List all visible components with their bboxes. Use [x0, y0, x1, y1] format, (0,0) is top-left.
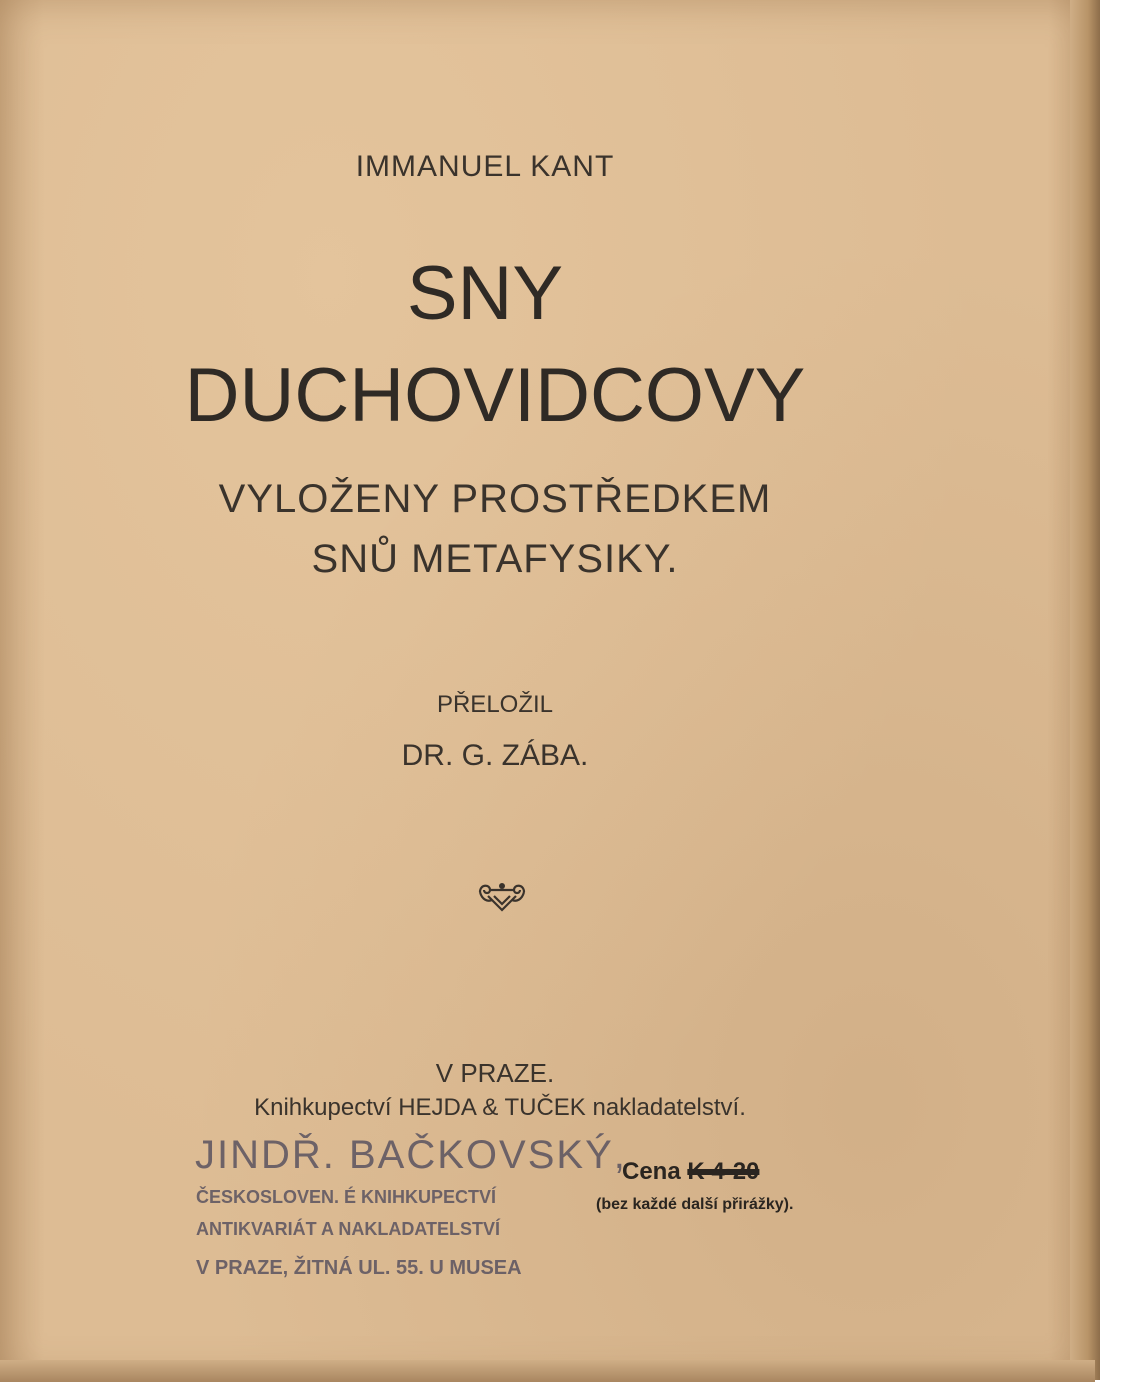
bookseller-stamp-line-2: ČESKOSLOVEN. É KNIHKUPECTVÍ	[196, 1187, 497, 1207]
price-label: Cena	[622, 1158, 681, 1185]
title-line-2: DUCHOVIDCOVY	[184, 353, 806, 438]
translated-by-label: PŘELOŽIL	[436, 691, 554, 718]
translator-name: DR. G. ZÁBA.	[401, 739, 589, 772]
publication-city: V PRAZE.	[435, 1058, 555, 1088]
bookseller-stamp-line-3: ANTIKVARIÁT A NAKLADATELSTVÍ	[196, 1219, 500, 1239]
cover-bottom-edge	[0, 1360, 1095, 1382]
price-value: K 4·20	[687, 1158, 760, 1185]
price-note: (bez každé další přirážky).	[596, 1196, 794, 1213]
subtitle-line-1: VYLOŽENY PROSTŘEDKEM	[218, 477, 772, 521]
subtitle-line-2: SNŮ METAFYSIKY.	[311, 537, 679, 581]
author-name: IMMANUEL KANT	[355, 150, 615, 183]
price-stamp	[622, 1158, 759, 1186]
bookseller-stamp-line-4: V PRAZE, ŽITNÁ UL. 55. U MUSEA	[196, 1257, 522, 1279]
publisher-line: Knihkupectví HEJDA & TUČEK nakladatelství.	[254, 1094, 746, 1121]
bookseller-stamp-line-1: JINDŘ. BAČKOVSKÝ,	[195, 1133, 627, 1177]
cover-right-edge	[1070, 0, 1100, 1380]
floral-ornament-icon	[474, 880, 530, 916]
title-line-1: SNY	[406, 251, 564, 336]
